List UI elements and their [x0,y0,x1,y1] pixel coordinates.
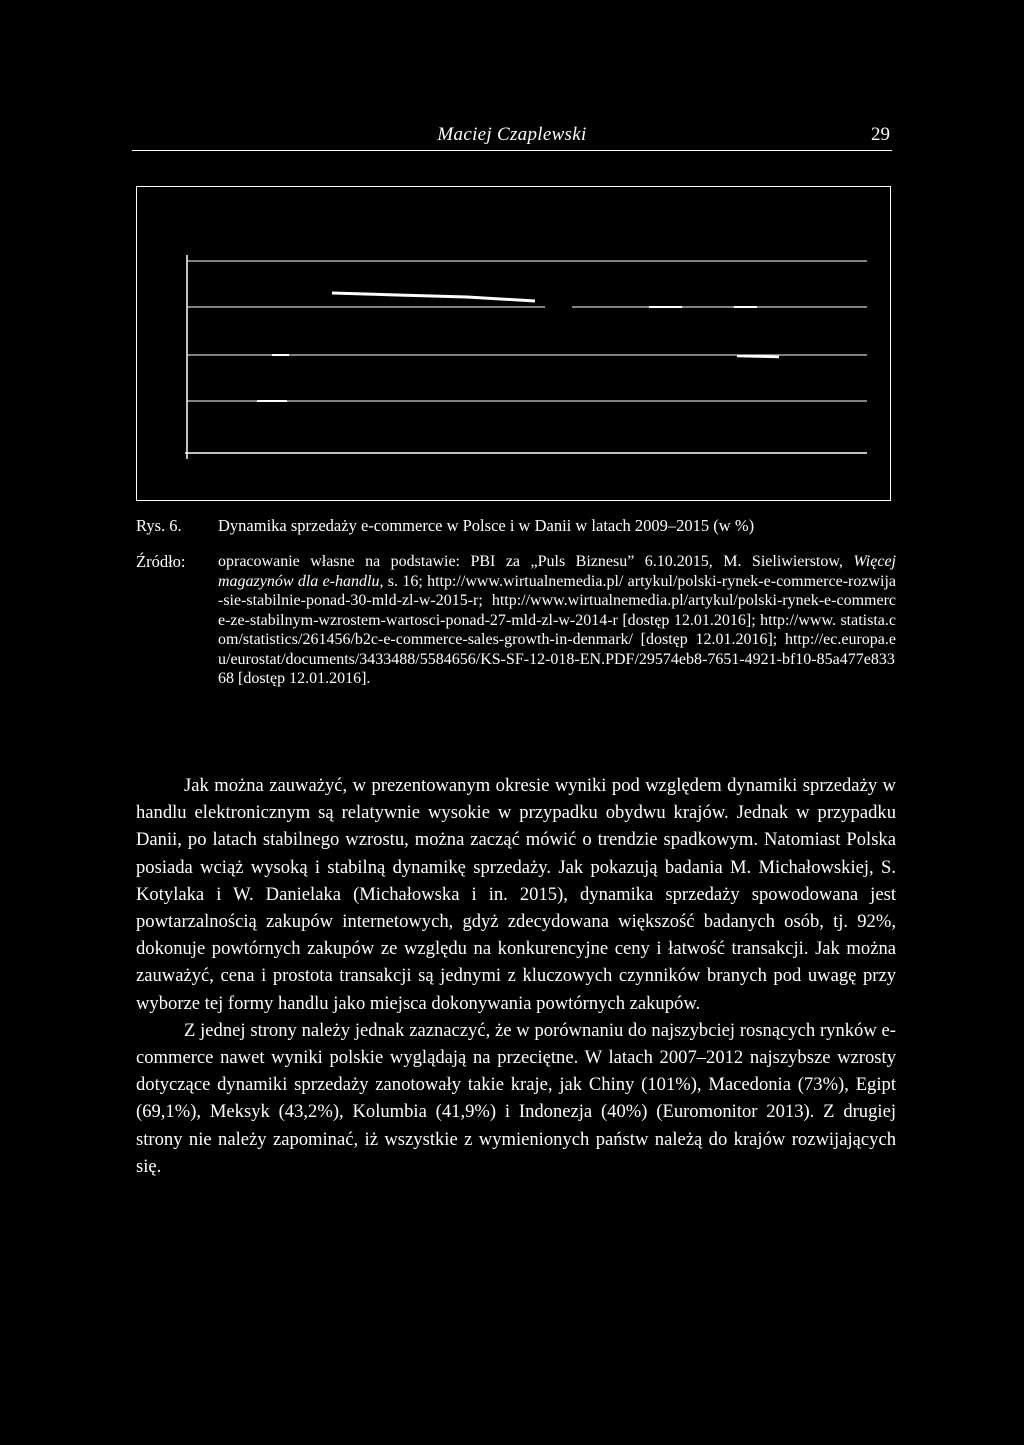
source-label: Źródło: [136,552,186,571]
series-line-remnant [737,356,779,357]
paragraph-2: Z jednej strony należy jednak zaznaczyć, że w porównaniu do najszybciej rosnących rynków e-commerce nawet wyniki polskie wyglądają na przeciętne. W latach 2007–2012 najszybsze wzrosty dotyczące dynamiki sprzedaży zanotowały takie kraje, jak Chiny (101%), Macedonia (73%), Egipt (69,1%), Meksyk (43,2%), Kolumbia (41,9%) i Indonezja (40%) (Euromonitor 2013). Z drugiej strony nie należy zapominać, iż wszystkie z wymienionych państw należą do krajów rozwijających się. [136,1019,896,1177]
series-line-remnant [332,293,535,301]
running-header [132,124,892,151]
source-text [218,552,896,689]
figure-source [136,552,896,689]
source-text-part-1: opracowanie własne na podstawie: PBI za „Puls Biznesu” 6.10.2015, M. Sieliwierstow, [218,553,854,570]
page-number: 29 [871,124,890,145]
body-text [136,772,896,1180]
figure-caption-text: Dynamika sprzedaży e-commerce w Polsce i w Danii w latach 2009–2015 (w %) [218,516,755,535]
figure-frame [136,186,891,501]
chart-remnant-graphic [137,187,890,500]
header-author: Maciej Czaplewski [437,124,587,145]
figure-caption [136,516,896,536]
paragraph-1: Jak można zauważyć, w prezentowanym okresie wyniki pod względem dynamiki sprzedaży w handlu elektronicznym są relatywnie wysokie w przypadku obydwu krajów. Jednak w przypadku Danii, po latach stabilnego wzrostu, można zacząć mówić o trendzie spadkowym. Natomiast Polska posiada wciąż wysoką i stabilną dynamikę sprzedaży. Jak pokazują badania M. Michałowskiej, S. Kotylaka i W. Danielaka (Michałowska i in. 2015), dynamika sprzedaży spowodowana jest powtarzalnością zakupów internetowych, gdyż zdecydowana większość badanych osób, tj. 92%, dokonuje powtórnych zakupów ze względu na konkurencyjne ceny i łatwość transakcji. Jak można zauważyć, cena i prostota transakcji są jednymi z kluczowych czynników branych pod uwagę przy wyborze tej formy handlu jako miejsca dokonywania powtórnych zakupów. [136,775,896,1014]
figure-label: Rys. 6. [136,516,182,535]
source-title: Więcej magazynów dla e-handlu [218,553,896,590]
source-text-part-2: , s. 16; http://www.wirtualnemedia.pl/ artykul/polski-rynek-e-commerce-rozwija-sie-stabilnie-ponad-30-mld-zl-w-2015-r; http://www.wirtualnemedia.pl/artykul/polski-rynek-e-commerce-ze-stabilnym-wzrostem-wartosci-ponad-27-mld-zl-w-2014-r [dostęp 12.01.2016]; http://www. statista.com/statistics/261456/b2c-e-commerce-sales-growth-in-denmark/ [dostęp 12.01.2016]; http://ec.europa.eu/eurostat/documents/3433488/5584656/KS-SF-12-018-EN.PDF/29574eb8-7651-4921-bf10-85a477e83368 [dostęp 12.01.2016]. [218,572,896,687]
